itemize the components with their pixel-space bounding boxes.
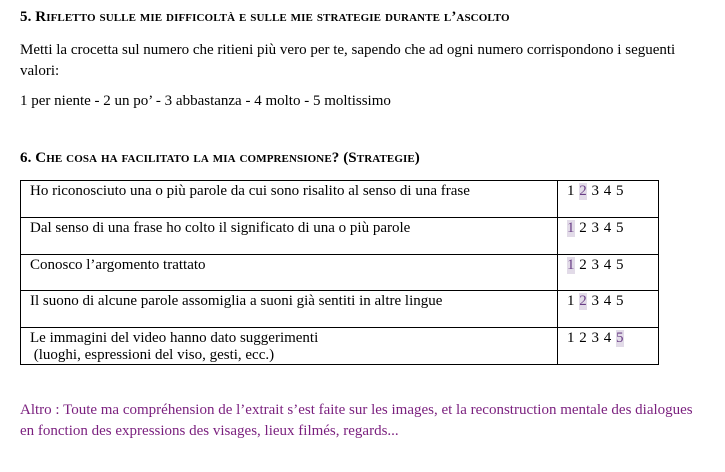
- statement-text: Il suono di alcune parole assomiglia a suoni già sentiti in altre lingue: [30, 293, 443, 309]
- other-answer-text: Toute ma compréhension de l’extrait s’est faite sur les images, et la reconstruction mentale des dialogues en fonction des expressions des visages, lieux filmés, regards...: [20, 402, 693, 439]
- rating-option-4[interactable]: 4: [603, 257, 612, 273]
- rating-option-3[interactable]: 3: [591, 220, 599, 236]
- rating-option-5[interactable]: 5: [616, 183, 624, 199]
- other-label: Altro :: [20, 402, 60, 418]
- instructions-text: Metti la crocetta sul numero che ritieni più vero per te, sapendo che ad ogni numero corrispondono i seguenti valori:: [20, 42, 676, 79]
- rating-option-3[interactable]: 3: [591, 257, 599, 273]
- rating-scale-legend: 1 per niente - 2 un po’ - 3 abbastanza - 4 molto - 5 moltissimo: [20, 93, 391, 109]
- rating-option-1[interactable]: 1: [567, 220, 575, 236]
- table-row: [21, 328, 659, 365]
- table-row: [21, 255, 659, 291]
- rating-cell: [558, 181, 659, 218]
- rating-cell: [558, 328, 659, 365]
- table-row: [21, 181, 659, 218]
- rating-cell: [558, 291, 659, 328]
- rating-option-5[interactable]: 5: [616, 257, 624, 273]
- rating-option-4[interactable]: 4: [603, 330, 612, 346]
- strategy-statement: [21, 291, 558, 328]
- rating-option-5[interactable]: 5: [616, 293, 624, 309]
- table-row: [21, 218, 659, 255]
- section-6-heading: 6. Che cosa ha facilitato la mia comprensione? (Strategie): [20, 150, 420, 166]
- rating-option-1[interactable]: 1: [567, 330, 575, 346]
- rating-option-5[interactable]: 5: [616, 330, 624, 346]
- rating-option-5[interactable]: 5: [616, 220, 624, 236]
- strategy-statement: [21, 255, 558, 291]
- statement-text: Conosco l’argomento trattato: [30, 257, 206, 273]
- rating-option-2[interactable]: 2: [579, 220, 587, 236]
- rating-option-2[interactable]: 2: [579, 330, 587, 346]
- strategy-statement: [21, 328, 558, 365]
- rating-option-4[interactable]: 4: [603, 220, 612, 236]
- rating-cell: [558, 255, 659, 291]
- rating-option-2[interactable]: 2: [579, 257, 587, 273]
- rating-option-2[interactable]: 2: [579, 183, 587, 199]
- statement-text-line-2: (luoghi, espressioni del viso, gesti, ecc.): [30, 347, 275, 363]
- rating-option-1[interactable]: 1: [567, 257, 575, 273]
- rating-option-3[interactable]: 3: [591, 293, 599, 309]
- other-answer: [20, 400, 700, 442]
- rating-option-3[interactable]: 3: [591, 330, 599, 346]
- strategy-statement: [21, 218, 558, 255]
- statement-text: Dal senso di una frase ho colto il significato di una o più parole: [30, 220, 411, 236]
- rating-option-4[interactable]: 4: [603, 183, 612, 199]
- strategies-table: [20, 180, 659, 365]
- strategy-statement: [21, 181, 558, 218]
- table-row: [21, 291, 659, 328]
- rating-option-1[interactable]: 1: [567, 293, 575, 309]
- rating-option-1[interactable]: 1: [567, 183, 575, 199]
- rating-option-3[interactable]: 3: [591, 183, 599, 199]
- rating-option-2[interactable]: 2: [579, 293, 587, 309]
- rating-option-4[interactable]: 4: [603, 293, 612, 309]
- statement-text: Ho riconosciuto una o più parole da cui sono risalito al senso di una frase: [30, 183, 470, 199]
- statement-text: Le immagini del video hanno dato suggerimenti: [30, 330, 319, 346]
- section-5-heading: 5. Rifletto sulle mie difficoltà e sulle mie strategie durante l’ascolto: [20, 9, 510, 25]
- rating-cell: [558, 218, 659, 255]
